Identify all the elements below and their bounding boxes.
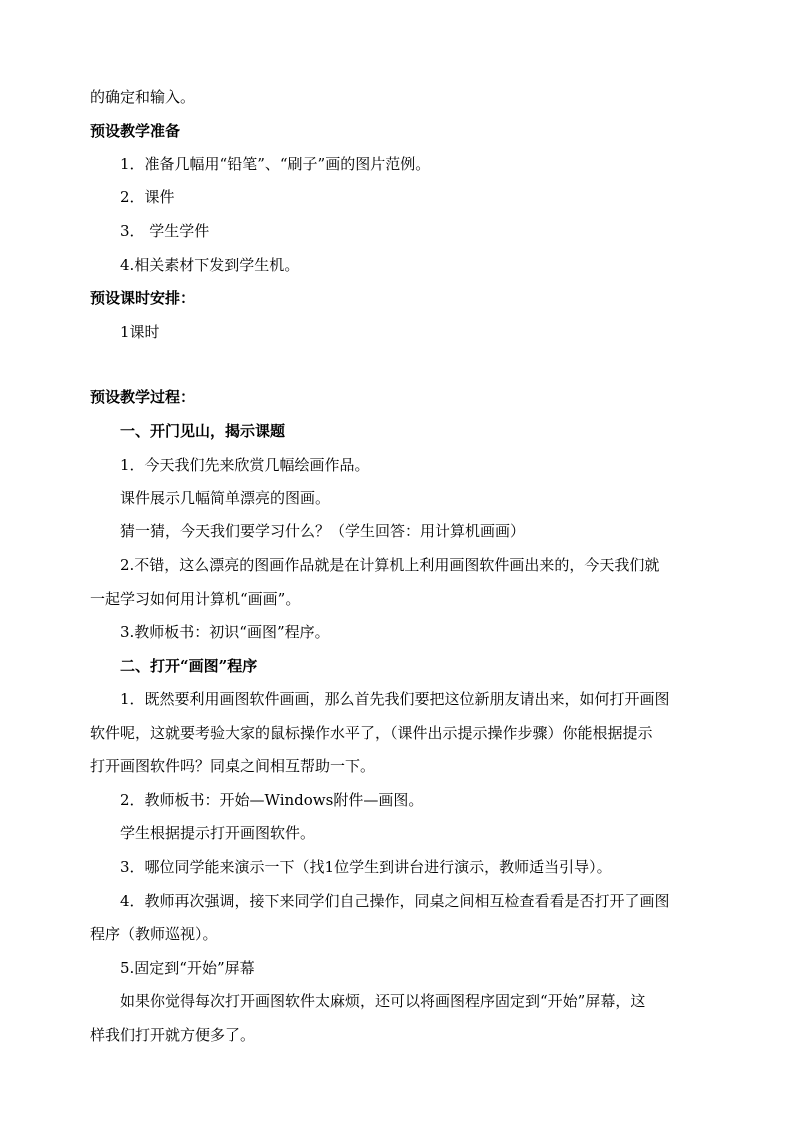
text-line: 如果你觉得每次打开画图软件太麻烦，还可以将画图程序固定到“开始”屏幕，这 <box>120 992 646 1010</box>
text-line: 的确定和输入。 <box>90 88 196 106</box>
text-line: 样我们打开就方便多了。 <box>90 1026 256 1044</box>
text-line: 一起学习如何用计算机“画画”。 <box>90 590 301 608</box>
text-line: 3．哪位同学能来演示一下（找1位学生到讲台进行演示，教师适当引导）。 <box>120 858 612 876</box>
text-line: 2．课件 <box>120 188 175 206</box>
text-line: 猜一猜，今天我们要学习什么？（学生回答：用计算机画画） <box>120 522 526 540</box>
section-heading-process: 预设教学过程： <box>90 388 196 406</box>
text-line: 软件呢，这就要考验大家的鼠标操作水平了，（课件出示提示操作步骤）你能根据提示 <box>90 724 653 742</box>
text-line: 程序（教师巡视）。 <box>90 925 218 943</box>
subsection-heading-2: 二、打开“画图”程序 <box>120 657 258 675</box>
subsection-heading-1: 一、开门见山，揭示课题 <box>120 422 286 440</box>
text-line: 4.相关素材下发到学生机。 <box>120 256 300 274</box>
text-line: 2.不错，这么漂亮的图画作品就是在计算机上利用画图软件画出来的，今天我们就 <box>120 556 660 574</box>
text-line: 3.教师板书：初识“画图”程序。 <box>120 623 330 641</box>
section-heading-schedule: 预设课时安排： <box>90 289 196 307</box>
text-line: 1．今天我们先来欣赏几幅绘画作品。 <box>120 456 370 474</box>
text-line: 打开画图软件吗？同桌之间相互帮助一下。 <box>90 757 376 775</box>
text-line: 5.固定到“开始”屏幕 <box>120 959 255 977</box>
text-line: 学生根据提示打开画图软件。 <box>120 824 316 842</box>
text-line: 课件展示几幅简单漂亮的图画。 <box>120 489 331 507</box>
text-line: 1．既然要利用画图软件画画，那么首先我们要把这位新朋友请出来，如何打开画图 <box>120 690 670 708</box>
text-line: 3． 学生学件 <box>120 222 210 240</box>
text-line: 1课时 <box>120 323 160 341</box>
text-line: 2．教师板书：开始—Windows附件—画图。 <box>120 791 424 809</box>
section-heading-preparation: 预设教学准备 <box>90 122 181 140</box>
text-line: 4．教师再次强调，接下来同学们自己操作，同桌之间相互检查看看是否打开了画图 <box>120 892 670 910</box>
text-line: 1．准备几幅用“铅笔”、“刷子”画的图片范例。 <box>120 155 431 173</box>
